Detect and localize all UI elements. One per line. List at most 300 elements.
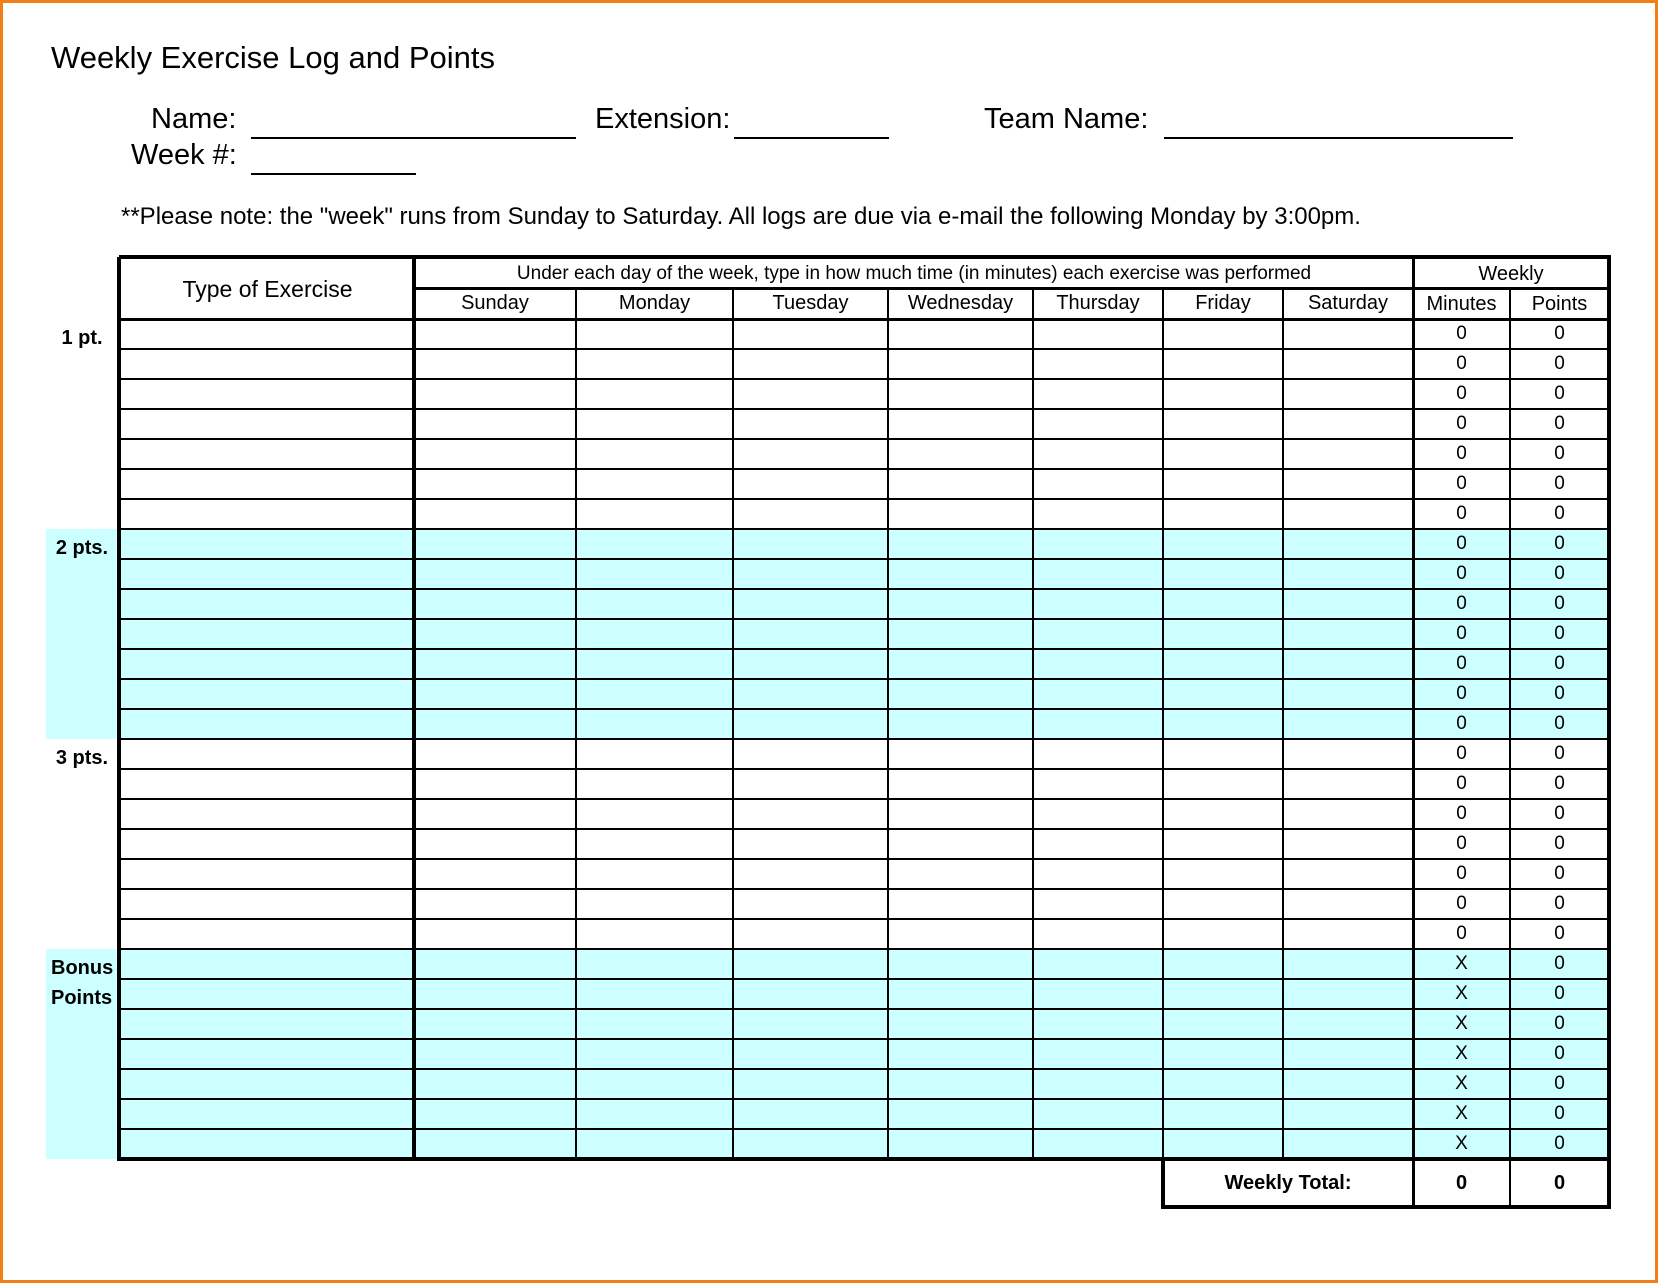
- weekly-minutes-value: 0: [1456, 743, 1467, 764]
- minutes-input-saturday[interactable]: [1285, 441, 1412, 468]
- week-label: Week #:: [131, 139, 237, 171]
- exercise-type-cell[interactable]: [121, 951, 413, 978]
- weekly-minutes-value: X: [1455, 1073, 1468, 1094]
- minutes-input-saturday[interactable]: [1285, 921, 1412, 948]
- grid-line: [1412, 257, 1415, 1207]
- minutes-input-sunday[interactable]: [416, 891, 575, 918]
- weekly-minutes-value: X: [1455, 983, 1468, 1004]
- minutes-input-tuesday[interactable]: [735, 711, 887, 738]
- minutes-input-friday[interactable]: [1165, 741, 1282, 768]
- minutes-input-saturday[interactable]: [1285, 861, 1412, 888]
- minutes-input-friday[interactable]: [1165, 411, 1282, 438]
- weekly-points-value: 0: [1554, 443, 1565, 464]
- minutes-input-sunday[interactable]: [416, 711, 575, 738]
- minutes-input-monday[interactable]: [578, 711, 732, 738]
- minutes-input-thursday[interactable]: [1035, 1041, 1162, 1068]
- minutes-input-wednesday[interactable]: [890, 951, 1032, 978]
- minutes-input-thursday[interactable]: [1035, 921, 1162, 948]
- minutes-input-thursday[interactable]: [1035, 741, 1162, 768]
- minutes-input-sunday[interactable]: [416, 741, 575, 768]
- minutes-input-friday[interactable]: [1165, 591, 1282, 618]
- minutes-input-tuesday[interactable]: [735, 561, 887, 588]
- exercise-type-cell[interactable]: [121, 321, 413, 348]
- minutes-input-monday[interactable]: [578, 651, 732, 678]
- minutes-input-saturday[interactable]: [1285, 411, 1412, 438]
- minutes-input-friday[interactable]: [1165, 381, 1282, 408]
- minutes-input-monday[interactable]: [578, 741, 732, 768]
- minutes-input-thursday[interactable]: [1035, 1131, 1162, 1158]
- minutes-input-tuesday[interactable]: [735, 501, 887, 528]
- minutes-input-thursday[interactable]: [1035, 351, 1162, 378]
- weekly-minutes-value: 0: [1456, 593, 1467, 614]
- weekly-points-value: 0: [1554, 833, 1565, 854]
- exercise-type-cell[interactable]: [121, 1101, 413, 1128]
- minutes-input-tuesday[interactable]: [735, 1071, 887, 1098]
- minutes-input-monday[interactable]: [578, 1011, 732, 1038]
- minutes-input-friday[interactable]: [1165, 651, 1282, 678]
- minutes-input-sunday[interactable]: [416, 981, 575, 1008]
- grid-line: [119, 828, 1609, 830]
- exercise-type-cell[interactable]: [121, 471, 413, 498]
- minutes-input-wednesday[interactable]: [890, 591, 1032, 618]
- minutes-input-saturday[interactable]: [1285, 351, 1412, 378]
- minutes-input-wednesday[interactable]: [890, 411, 1032, 438]
- grid-line: [575, 288, 577, 1159]
- minutes-input-wednesday[interactable]: [890, 1101, 1032, 1128]
- grid-line: [119, 618, 1609, 620]
- grid-line: [119, 858, 1609, 860]
- minutes-input-monday[interactable]: [578, 771, 732, 798]
- minutes-input-wednesday[interactable]: [890, 621, 1032, 648]
- minutes-input-tuesday[interactable]: [735, 621, 887, 648]
- minutes-input-thursday[interactable]: [1035, 621, 1162, 648]
- minutes-input-tuesday[interactable]: [735, 831, 887, 858]
- minutes-input-friday[interactable]: [1165, 501, 1282, 528]
- minutes-input-thursday[interactable]: [1035, 321, 1162, 348]
- minutes-input-thursday[interactable]: [1035, 711, 1162, 738]
- minutes-input-sunday[interactable]: [416, 321, 575, 348]
- minutes-input-sunday[interactable]: [416, 381, 575, 408]
- grid-line: [414, 287, 1609, 290]
- weekly-points-value: 0: [1554, 953, 1565, 974]
- minutes-input-tuesday[interactable]: [735, 801, 887, 828]
- minutes-input-thursday[interactable]: [1035, 981, 1162, 1008]
- minutes-input-saturday[interactable]: [1285, 1071, 1412, 1098]
- weekly-points-value: 0: [1554, 713, 1565, 734]
- minutes-input-friday[interactable]: [1165, 1041, 1282, 1068]
- minutes-input-wednesday[interactable]: [890, 681, 1032, 708]
- minutes-input-sunday[interactable]: [416, 831, 575, 858]
- total-minutes: 0: [1455, 1171, 1468, 1194]
- group-label: 1 pt.: [61, 327, 103, 349]
- minutes-input-saturday[interactable]: [1285, 531, 1412, 558]
- minutes-input-sunday[interactable]: [416, 621, 575, 648]
- weekly-minutes-value: X: [1455, 953, 1468, 974]
- day-header-monday: Monday: [618, 292, 691, 314]
- minutes-input-tuesday[interactable]: [735, 1101, 887, 1128]
- minutes-input-friday[interactable]: [1165, 441, 1282, 468]
- minutes-input-friday[interactable]: [1165, 981, 1282, 1008]
- minutes-input-saturday[interactable]: [1285, 951, 1412, 978]
- minutes-input-monday[interactable]: [578, 321, 732, 348]
- grid-line: [119, 255, 1611, 259]
- minutes-input-wednesday[interactable]: [890, 381, 1032, 408]
- day-header-wednesday: Wednesday: [907, 292, 1014, 314]
- grid-line: [119, 378, 1609, 380]
- minutes-input-monday[interactable]: [578, 921, 732, 948]
- weekly-points-value: 0: [1554, 323, 1565, 344]
- minutes-input-tuesday[interactable]: [735, 771, 887, 798]
- minutes-input-thursday[interactable]: [1035, 441, 1162, 468]
- minutes-input-sunday[interactable]: [416, 681, 575, 708]
- minutes-input-tuesday[interactable]: [735, 531, 887, 558]
- minutes-input-wednesday[interactable]: [890, 891, 1032, 918]
- instruction-header: Under each day of the week, type in how much time (in minutes) each exercise was performed: [516, 263, 1312, 284]
- minutes-input-thursday[interactable]: [1035, 951, 1162, 978]
- minutes-input-tuesday[interactable]: [735, 1131, 887, 1158]
- exercise-type-cell[interactable]: [121, 621, 413, 648]
- minutes-input-wednesday[interactable]: [890, 861, 1032, 888]
- minutes-input-thursday[interactable]: [1035, 861, 1162, 888]
- minutes-input-sunday[interactable]: [416, 801, 575, 828]
- minutes-input-saturday[interactable]: [1285, 651, 1412, 678]
- minutes-input-wednesday[interactable]: [890, 321, 1032, 348]
- minutes-input-monday[interactable]: [578, 891, 732, 918]
- minutes-input-tuesday[interactable]: [735, 1041, 887, 1068]
- minutes-input-sunday[interactable]: [416, 951, 575, 978]
- exercise-type-cell[interactable]: [121, 711, 413, 738]
- minutes-input-saturday[interactable]: [1285, 471, 1412, 498]
- minutes-input-friday[interactable]: [1165, 951, 1282, 978]
- grid-line: [119, 918, 1609, 920]
- minutes-input-tuesday[interactable]: [735, 1011, 887, 1038]
- name-label: Name:: [151, 103, 237, 135]
- minutes-input-sunday[interactable]: [416, 921, 575, 948]
- minutes-input-friday[interactable]: [1165, 1011, 1282, 1038]
- group-label: Bonus Points: [51, 957, 114, 1009]
- grid-line: [119, 468, 1609, 470]
- minutes-input-friday[interactable]: [1165, 471, 1282, 498]
- minutes-input-friday[interactable]: [1165, 561, 1282, 588]
- minutes-input-thursday[interactable]: [1035, 471, 1162, 498]
- minutes-input-thursday[interactable]: [1035, 1011, 1162, 1038]
- minutes-input-saturday[interactable]: [1285, 1011, 1412, 1038]
- minutes-input-tuesday[interactable]: [735, 471, 887, 498]
- weekly-points-value: 0: [1554, 1103, 1565, 1124]
- minutes-input-tuesday[interactable]: [735, 981, 887, 1008]
- exercise-type-cell[interactable]: [121, 1041, 413, 1068]
- grid-line: [119, 678, 1609, 680]
- minutes-input-wednesday[interactable]: [890, 771, 1032, 798]
- exercise-type-cell[interactable]: [121, 741, 413, 768]
- minutes-input-friday[interactable]: [1165, 771, 1282, 798]
- grid-line: [119, 648, 1609, 650]
- minutes-input-monday[interactable]: [578, 561, 732, 588]
- minutes-input-wednesday[interactable]: [890, 651, 1032, 678]
- minutes-input-monday[interactable]: [578, 801, 732, 828]
- minutes-input-friday[interactable]: [1165, 1131, 1282, 1158]
- weekly-points-value: 0: [1554, 1133, 1565, 1154]
- minutes-input-thursday[interactable]: [1035, 801, 1162, 828]
- team-name-label: Team Name:: [984, 103, 1149, 135]
- minutes-input-monday[interactable]: [578, 441, 732, 468]
- day-header-tuesday: Tuesday: [772, 292, 849, 314]
- minutes-input-sunday[interactable]: [416, 411, 575, 438]
- minutes-input-friday[interactable]: [1165, 891, 1282, 918]
- minutes-input-thursday[interactable]: [1035, 531, 1162, 558]
- weekly-minutes-value: 0: [1456, 923, 1467, 944]
- minutes-input-sunday[interactable]: [416, 1131, 575, 1158]
- weekly-points-value: 0: [1554, 413, 1565, 434]
- weekly-minutes-value: 0: [1456, 353, 1467, 374]
- extension-label: Extension:: [595, 103, 731, 135]
- minutes-input-monday[interactable]: [578, 381, 732, 408]
- minutes-input-sunday[interactable]: [416, 1041, 575, 1068]
- minutes-input-wednesday[interactable]: [890, 1131, 1032, 1158]
- minutes-input-friday[interactable]: [1165, 351, 1282, 378]
- minutes-input-saturday[interactable]: [1285, 711, 1412, 738]
- exercise-type-cell[interactable]: [121, 981, 413, 1008]
- minutes-input-saturday[interactable]: [1285, 501, 1412, 528]
- minutes-input-tuesday[interactable]: [735, 441, 887, 468]
- exercise-type-cell[interactable]: [121, 1011, 413, 1038]
- minutes-input-thursday[interactable]: [1035, 411, 1162, 438]
- minutes-input-wednesday[interactable]: [890, 471, 1032, 498]
- minutes-input-tuesday[interactable]: [735, 381, 887, 408]
- minutes-input-friday[interactable]: [1165, 831, 1282, 858]
- minutes-input-monday[interactable]: [578, 501, 732, 528]
- minutes-input-thursday[interactable]: [1035, 1101, 1162, 1128]
- minutes-input-saturday[interactable]: [1285, 681, 1412, 708]
- weekly-minutes-value: X: [1455, 1013, 1468, 1034]
- grid-line: [119, 1008, 1609, 1010]
- minutes-input-saturday[interactable]: [1285, 981, 1412, 1008]
- minutes-input-saturday[interactable]: [1285, 891, 1412, 918]
- minutes-input-sunday[interactable]: [416, 531, 575, 558]
- minutes-input-monday[interactable]: [578, 411, 732, 438]
- minutes-input-monday[interactable]: [578, 981, 732, 1008]
- weekly-minutes-value: 0: [1456, 413, 1467, 434]
- minutes-input-wednesday[interactable]: [890, 501, 1032, 528]
- minutes-input-saturday[interactable]: [1285, 321, 1412, 348]
- minutes-input-saturday[interactable]: [1285, 561, 1412, 588]
- minutes-input-tuesday[interactable]: [735, 351, 887, 378]
- minutes-input-sunday[interactable]: [416, 351, 575, 378]
- weekly-points-value: 0: [1554, 923, 1565, 944]
- minutes-input-wednesday[interactable]: [890, 711, 1032, 738]
- weekly-points-value: 0: [1554, 623, 1565, 644]
- minutes-input-tuesday[interactable]: [735, 651, 887, 678]
- minutes-input-thursday[interactable]: [1035, 1071, 1162, 1098]
- grid-line: [119, 528, 1609, 530]
- weekly-points-value: 0: [1554, 743, 1565, 764]
- minutes-input-wednesday[interactable]: [890, 441, 1032, 468]
- minutes-input-wednesday[interactable]: [890, 1071, 1032, 1098]
- minutes-input-thursday[interactable]: [1035, 681, 1162, 708]
- exercise-type-cell[interactable]: [121, 651, 413, 678]
- minutes-input-sunday[interactable]: [416, 501, 575, 528]
- minutes-input-thursday[interactable]: [1035, 591, 1162, 618]
- exercise-type-cell[interactable]: [121, 921, 413, 948]
- total-points: 0: [1553, 1171, 1566, 1194]
- minutes-input-sunday[interactable]: [416, 471, 575, 498]
- minutes-input-tuesday[interactable]: [735, 951, 887, 978]
- minutes-input-monday[interactable]: [578, 471, 732, 498]
- minutes-input-friday[interactable]: [1165, 861, 1282, 888]
- minutes-input-thursday[interactable]: [1035, 561, 1162, 588]
- minutes-input-monday[interactable]: [578, 591, 732, 618]
- minutes-input-friday[interactable]: [1165, 921, 1282, 948]
- exercise-type-cell[interactable]: [121, 561, 413, 588]
- minutes-input-monday[interactable]: [578, 621, 732, 648]
- minutes-input-thursday[interactable]: [1035, 651, 1162, 678]
- minutes-input-sunday[interactable]: [416, 1071, 575, 1098]
- minutes-input-sunday[interactable]: [416, 1101, 575, 1128]
- exercise-type-cell[interactable]: [121, 351, 413, 378]
- minutes-input-wednesday[interactable]: [890, 351, 1032, 378]
- grid-line: [1032, 288, 1034, 1159]
- weekly-minutes-value: 0: [1456, 323, 1467, 344]
- weekly-points-value: 0: [1554, 593, 1565, 614]
- minutes-input-sunday[interactable]: [416, 1011, 575, 1038]
- group-label: 2 pts.: [55, 537, 109, 559]
- minutes-input-saturday[interactable]: [1285, 771, 1412, 798]
- minutes-input-monday[interactable]: [578, 1041, 732, 1068]
- weekly-minutes-value: 0: [1456, 473, 1467, 494]
- minutes-input-tuesday[interactable]: [735, 891, 887, 918]
- minutes-input-saturday[interactable]: [1285, 1101, 1412, 1128]
- day-header-friday: Friday: [1195, 292, 1251, 314]
- exercise-type-cell[interactable]: [121, 861, 413, 888]
- minutes-input-sunday[interactable]: [416, 651, 575, 678]
- minutes-input-monday[interactable]: [578, 1071, 732, 1098]
- grid-line: [1282, 288, 1284, 1159]
- grid-line: [119, 798, 1609, 800]
- minutes-input-saturday[interactable]: [1285, 381, 1412, 408]
- minutes-input-saturday[interactable]: [1285, 741, 1412, 768]
- minutes-input-saturday[interactable]: [1285, 831, 1412, 858]
- grid-line: [1162, 288, 1164, 1159]
- minutes-input-wednesday[interactable]: [890, 531, 1032, 558]
- minutes-header: Minutes: [1426, 292, 1497, 315]
- minutes-input-tuesday[interactable]: [735, 321, 887, 348]
- minutes-input-wednesday[interactable]: [890, 561, 1032, 588]
- minutes-input-friday[interactable]: [1165, 1071, 1282, 1098]
- minutes-input-monday[interactable]: [578, 681, 732, 708]
- minutes-input-wednesday[interactable]: [890, 831, 1032, 858]
- exercise-type-cell[interactable]: [121, 891, 413, 918]
- minutes-input-friday[interactable]: [1165, 621, 1282, 648]
- minutes-input-sunday[interactable]: [416, 561, 575, 588]
- grid-line: [119, 1038, 1609, 1040]
- grid-line: [119, 1128, 1609, 1130]
- minutes-input-friday[interactable]: [1165, 711, 1282, 738]
- weekly-points-value: 0: [1554, 893, 1565, 914]
- group-label: 3 pts.: [55, 747, 109, 769]
- weekly-points-value: 0: [1554, 353, 1565, 374]
- minutes-input-monday[interactable]: [578, 1131, 732, 1158]
- minutes-input-friday[interactable]: [1165, 321, 1282, 348]
- minutes-input-sunday[interactable]: [416, 591, 575, 618]
- minutes-input-saturday[interactable]: [1285, 621, 1412, 648]
- exercise-type-cell[interactable]: [121, 591, 413, 618]
- minutes-input-saturday[interactable]: [1285, 591, 1412, 618]
- weekly-points-value: 0: [1554, 683, 1565, 704]
- minutes-input-friday[interactable]: [1165, 801, 1282, 828]
- minutes-input-friday[interactable]: [1165, 1101, 1282, 1128]
- minutes-input-saturday[interactable]: [1285, 1131, 1412, 1158]
- exercise-type-cell[interactable]: [121, 411, 413, 438]
- exercise-type-cell[interactable]: [121, 501, 413, 528]
- weekly-minutes-value: 0: [1456, 443, 1467, 464]
- exercise-type-cell[interactable]: [121, 381, 413, 408]
- minutes-input-monday[interactable]: [578, 351, 732, 378]
- minutes-input-wednesday[interactable]: [890, 741, 1032, 768]
- minutes-input-wednesday[interactable]: [890, 981, 1032, 1008]
- minutes-input-thursday[interactable]: [1035, 501, 1162, 528]
- grid-line: [119, 948, 1609, 950]
- weekly-minutes-value: 0: [1456, 683, 1467, 704]
- minutes-input-tuesday[interactable]: [735, 411, 887, 438]
- minutes-input-tuesday[interactable]: [735, 591, 887, 618]
- minutes-input-sunday[interactable]: [416, 771, 575, 798]
- minutes-input-sunday[interactable]: [416, 861, 575, 888]
- minutes-input-friday[interactable]: [1165, 531, 1282, 558]
- weekly-points-value: 0: [1554, 863, 1565, 884]
- exercise-type-cell[interactable]: [121, 801, 413, 828]
- weekly-minutes-value: 0: [1456, 893, 1467, 914]
- minutes-input-tuesday[interactable]: [735, 921, 887, 948]
- minutes-input-tuesday[interactable]: [735, 681, 887, 708]
- weekly-minutes-value: X: [1455, 1133, 1468, 1154]
- minutes-input-wednesday[interactable]: [890, 1011, 1032, 1038]
- minutes-input-thursday[interactable]: [1035, 831, 1162, 858]
- grid-line: [119, 408, 1609, 410]
- minutes-input-wednesday[interactable]: [890, 1041, 1032, 1068]
- weekly-points-value: 0: [1554, 503, 1565, 524]
- weekly-points-value: 0: [1554, 1013, 1565, 1034]
- minutes-input-tuesday[interactable]: [735, 861, 887, 888]
- minutes-input-monday[interactable]: [578, 531, 732, 558]
- minutes-input-monday[interactable]: [578, 951, 732, 978]
- exercise-log-table: [3, 3, 1658, 1286]
- minutes-input-saturday[interactable]: [1285, 801, 1412, 828]
- exercise-type-cell[interactable]: [121, 1131, 413, 1158]
- grid-line: [887, 288, 889, 1159]
- weekly-minutes-value: 0: [1456, 503, 1467, 524]
- minutes-input-saturday[interactable]: [1285, 1041, 1412, 1068]
- exercise-type-cell[interactable]: [121, 1071, 413, 1098]
- exercise-type-cell[interactable]: [121, 531, 413, 558]
- minutes-input-monday[interactable]: [578, 861, 732, 888]
- minutes-input-monday[interactable]: [578, 1101, 732, 1128]
- minutes-input-tuesday[interactable]: [735, 741, 887, 768]
- exercise-type-cell[interactable]: [121, 441, 413, 468]
- weekly-points-value: 0: [1554, 983, 1565, 1004]
- minutes-input-thursday[interactable]: [1035, 381, 1162, 408]
- minutes-input-friday[interactable]: [1165, 681, 1282, 708]
- exercise-type-cell[interactable]: [121, 771, 413, 798]
- exercise-type-cell[interactable]: [121, 681, 413, 708]
- minutes-input-wednesday[interactable]: [890, 921, 1032, 948]
- minutes-input-sunday[interactable]: [416, 441, 575, 468]
- minutes-input-thursday[interactable]: [1035, 891, 1162, 918]
- minutes-input-monday[interactable]: [578, 831, 732, 858]
- minutes-input-thursday[interactable]: [1035, 771, 1162, 798]
- exercise-type-cell[interactable]: [121, 831, 413, 858]
- minutes-input-wednesday[interactable]: [890, 801, 1032, 828]
- weekly-points-value: 0: [1554, 383, 1565, 404]
